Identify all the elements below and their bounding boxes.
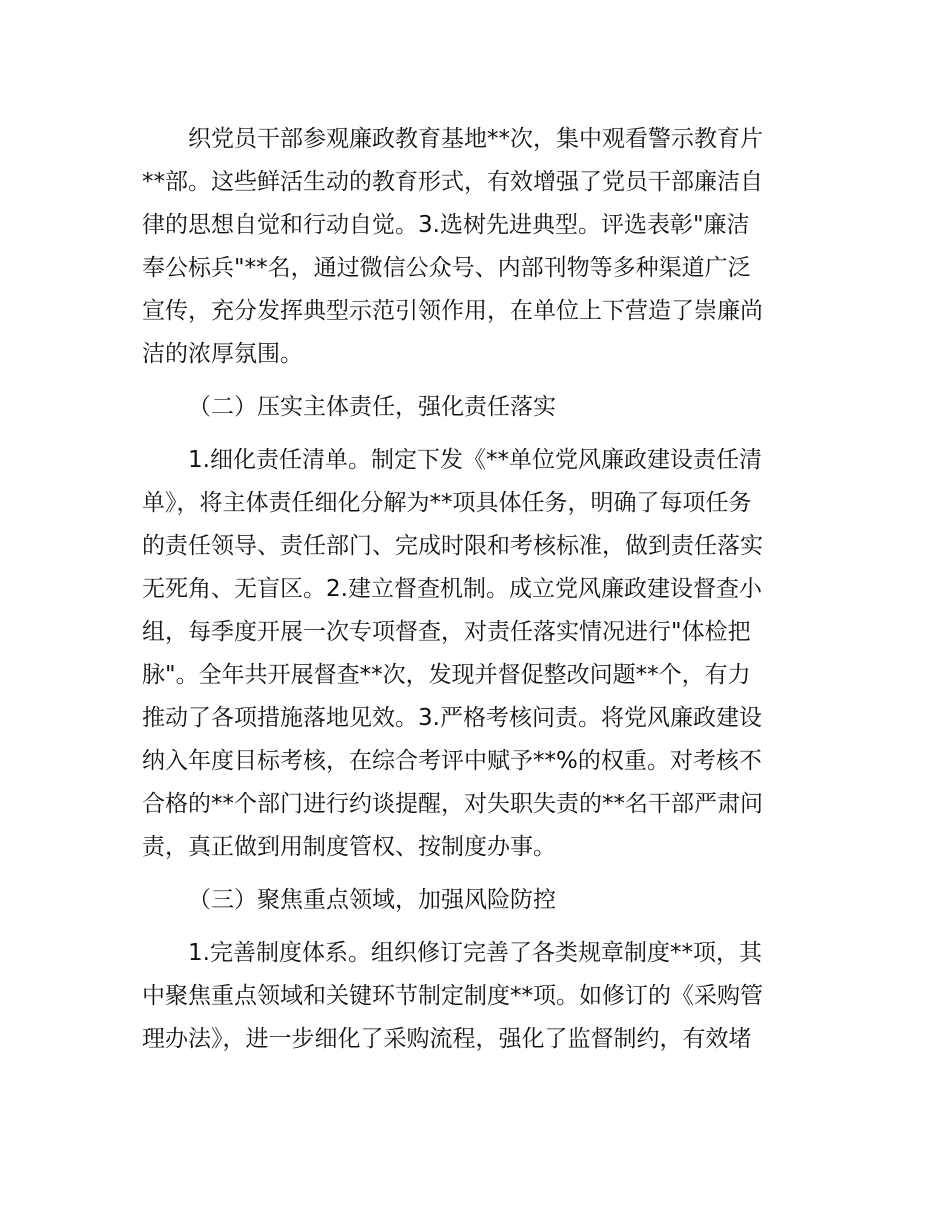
section-heading: （二）压实主体责任，强化责任落实 <box>188 394 556 420</box>
paragraph-line: 组，每季度开展一次专项督查，对责任落实情况进行"体检把 <box>142 619 751 645</box>
paragraph-line: 律的思想自觉和行动自觉。3.选树先进典型。评选表彰"廉洁 <box>142 212 750 238</box>
section-heading: （三）聚焦重点领域，加强风险防控 <box>188 887 556 913</box>
paragraph-line: 脉"。全年共开展督查**次，发现并督促整改问题**个，有力 <box>142 662 751 688</box>
paragraph-line: 1.完善制度体系。组织修订完善了各类规章制度**项，其 <box>188 940 762 966</box>
paragraph-line: 中聚焦重点领域和关键环节制定制度**项。如修订的《采购管 <box>142 983 763 1009</box>
paragraph-line: 奉公标兵"**名，通过微信公众号、内部刊物等多种渠道广泛 <box>142 255 751 281</box>
paragraph-line: 洁的浓厚氛围。 <box>142 341 303 367</box>
paragraph-line: 单》，将主体责任细化分解为**项具体任务，明确了每项任务 <box>142 490 752 516</box>
document-body <box>142 118 812 1061</box>
paragraph-line: 无死角、无盲区。2.建立督查机制。成立党风廉政建设督查小 <box>142 576 762 602</box>
paragraph-line: **部。这些鲜活生动的教育形式，有效增强了党员干部廉洁自 <box>142 169 763 195</box>
paragraph-line: 合格的**个部门进行约谈提醒，对失职失责的**名干部严肃问 <box>142 791 763 817</box>
paragraph-line: 责，真正做到用制度管权、按制度办事。 <box>142 834 556 860</box>
paragraph-line: 推动了各项措施落地见效。3.严格考核问责。将党风廉政建设 <box>142 705 762 731</box>
paragraph-line: 理办法》，进一步细化了采购流程，强化了监督制约，有效堵 <box>142 1026 752 1052</box>
paragraph-line: 织党员干部参观廉政教育基地**次，集中观看警示教育片 <box>188 126 763 152</box>
paragraph-line: 1.细化责任清单。制定下发《**单位党风廉政建设责任清 <box>188 447 762 473</box>
paragraph-line: 纳入年度目标考核，在综合考评中赋予**%的权重。对考核不 <box>142 748 762 774</box>
paragraph-line: 宣传，充分发挥典型示范引领作用，在单位上下营造了崇廉尚 <box>142 298 763 324</box>
paragraph-line: 的责任领导、责任部门、完成时限和考核标准，做到责任落实 <box>142 533 763 559</box>
